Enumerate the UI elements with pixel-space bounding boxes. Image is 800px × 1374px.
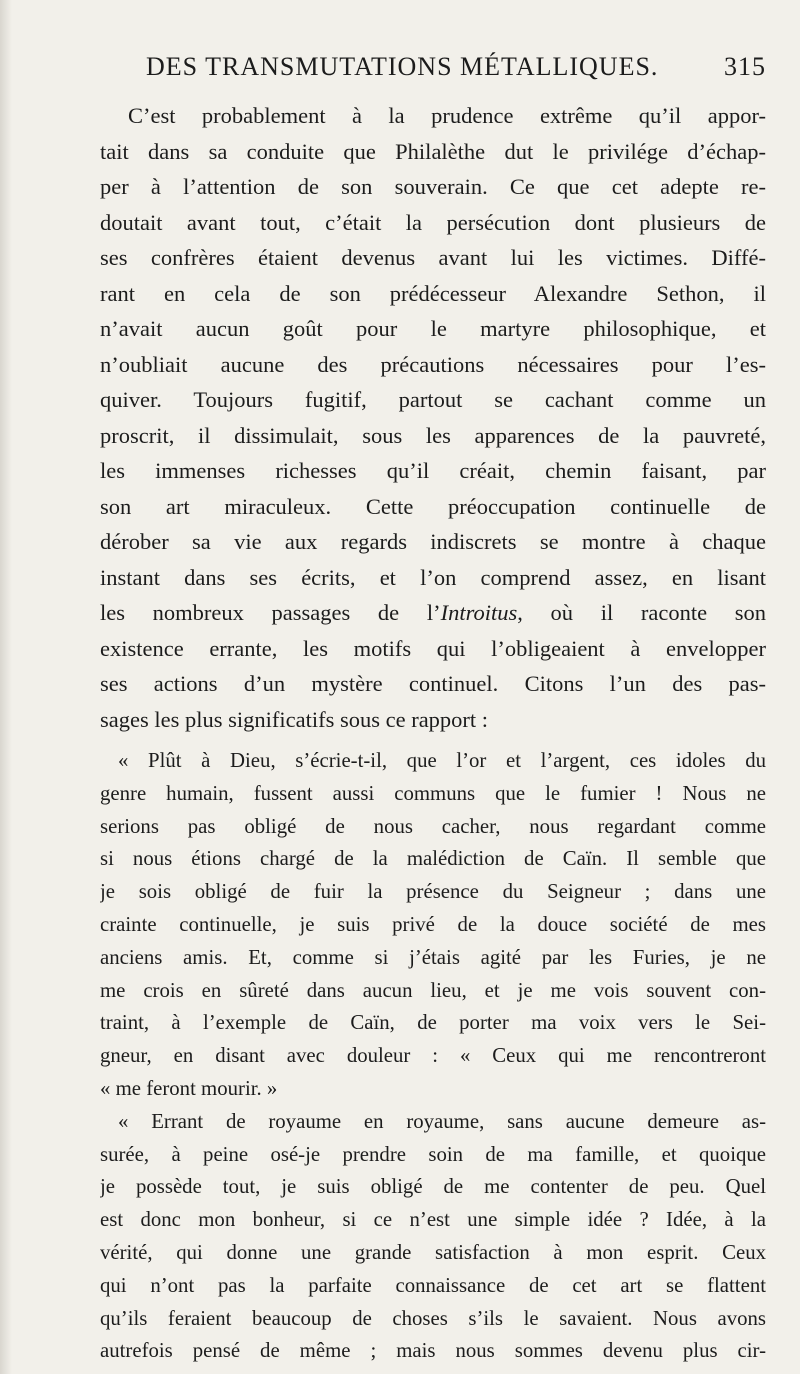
page-header xyxy=(100,52,766,92)
main-paragraph xyxy=(100,98,766,737)
text-line: doutait avant tout, c’était la persécution dont plusieurs de xyxy=(100,209,766,235)
quote-line: je sois obligé de fuir la présence du Seigneur ; dans une xyxy=(100,880,766,904)
text-line: proscrit, il dissimulait, sous les apparences de la pauvreté, xyxy=(100,422,766,448)
book-title-italic: Introitus xyxy=(440,600,518,625)
text-line: son art miraculeux. Cette préoccupation continuelle de xyxy=(100,493,766,519)
text-line: instant dans ses écrits, et l’on comprend assez, en lisant xyxy=(100,564,766,590)
quote-line: me crois en sûreté dans aucun lieu, et je me vois souvent con- xyxy=(100,978,766,1002)
quote-line: genre humain, fussent aussi communs que le fumier ! Nous ne xyxy=(100,781,766,805)
page-body xyxy=(100,98,766,1368)
quote-line: qu’ils feraient beaucoup de choses s’ils le savaient. Nous avons xyxy=(100,1306,766,1330)
page-number: 315 xyxy=(724,52,766,81)
running-title: DES TRANSMUTATIONS MÉTALLIQUES. xyxy=(146,52,659,81)
quote-line: si nous étions chargé de la malédiction de Caïn. Il semble que xyxy=(100,847,766,871)
text-line: n’oubliait aucune des précautions nécessaires pour l’es- xyxy=(100,351,766,377)
text-line: ses confrères étaient devenus avant lui les victimes. Diffé- xyxy=(100,245,766,270)
quote-line: serions pas obligé de nous cacher, nous regardant comme xyxy=(100,814,766,838)
text-line: sages les plus significatifs sous ce rapport : xyxy=(100,706,489,732)
quote-line: vérité, qui donne une grande satisfaction à mon esprit. Ceux xyxy=(100,1240,766,1264)
quote-line: gneur, en disant avec douleur : « Ceux qui me rencontreront xyxy=(100,1044,766,1068)
text-line: les immenses richesses qu’il créait, chemin faisant, par xyxy=(100,458,766,483)
text-segment: les nombreux passages de l’ xyxy=(100,600,441,625)
text-line: rant en cela de son prédécesseur Alexandre Sethon, il xyxy=(100,280,766,306)
quote-line: anciens amis. Et, comme si j’étais agité par les Furies, je ne xyxy=(100,945,766,969)
text-line: tait dans sa conduite que Philalèthe dut le privilége d’échap- xyxy=(100,138,766,164)
quote-line: est donc mon bonheur, si ce n’est une simple idée ? Idée, à la xyxy=(100,1208,766,1232)
text-line: existence errante, les motifs qui l’obligeaient à envelopper xyxy=(100,635,766,661)
quote-line: qui n’ont pas la parfaite connaissance de cet art se flattent xyxy=(100,1273,766,1297)
quote-line: crainte continuelle, je suis privé de la douce société de mes xyxy=(100,912,766,936)
text-line: quiver. Toujours fugitif, partout se cachant comme un xyxy=(100,387,766,412)
quotation-paragraph-2 xyxy=(100,1106,766,1368)
text-line: dérober sa vie aux regards indiscrets se montre à chaque xyxy=(100,529,766,554)
text-segment: , où il raconte son xyxy=(517,600,766,625)
text-line-with-title xyxy=(100,595,766,631)
text-line: n’avait aucun goût pour le martyre philosophique, et xyxy=(100,316,766,341)
quote-line: je possède tout, je suis obligé de me contenter de peu. Quel xyxy=(100,1175,766,1199)
text-line: ses actions d’un mystère continuel. Citons l’un des pas- xyxy=(100,671,766,696)
quote-line: « Plût à Dieu, s’écrie-t-il, que l’or et l’argent, ces idoles du xyxy=(118,749,766,772)
quotation-paragraph-1 xyxy=(100,745,766,1106)
page-binding-edge xyxy=(0,0,12,1374)
text-line: per à l’attention de son souverain. Ce que cet adepte re- xyxy=(100,174,766,199)
text-line: C’est probablement à la prudence extrême qu’il appor- xyxy=(128,103,766,128)
quote-line: « me feront mourir. » xyxy=(100,1076,278,1100)
quote-line: traint, à l’exemple de Caïn, de porter ma voix vers le Sei- xyxy=(100,1011,766,1035)
quote-line: « Errant de royaume en royaume, sans aucune demeure as- xyxy=(118,1109,766,1133)
quote-line: surée, à peine osé-je prendre soin de ma famille, et quoique xyxy=(100,1142,766,1166)
quote-line: autrefois pensé de même ; mais nous sommes devenu plus cir- xyxy=(100,1339,766,1363)
